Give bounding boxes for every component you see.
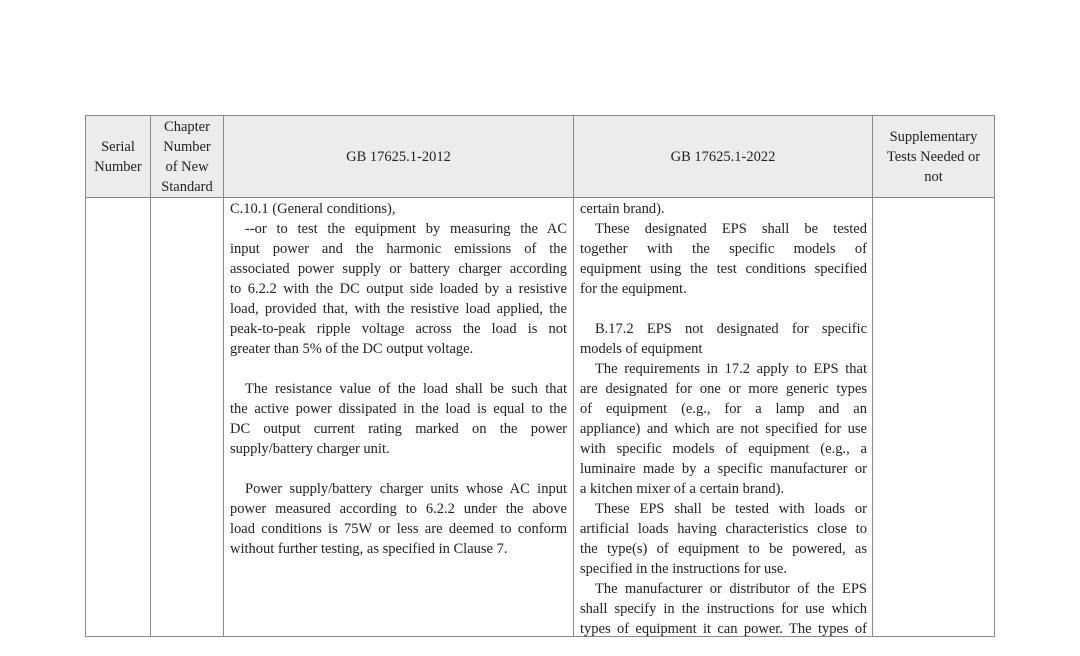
- text-line: DC output current rating marked on the power: [230, 421, 567, 437]
- text-line: luminaire made by a specific manufacturer or: [580, 461, 867, 477]
- text-line: power measured according to 6.2.2 under the above: [230, 501, 567, 517]
- text-line: with specific models of equipment (e.g., a: [580, 441, 867, 457]
- header-label: GB 17625.1-2022: [670, 148, 776, 165]
- text-line: to 6.2.2 with the DC output side loaded by a resistive: [230, 281, 567, 297]
- text-line: shall specify in the instructions for use which: [580, 601, 867, 617]
- text-line: together with the specific models of: [580, 241, 867, 257]
- text-line: greater than 5% of the DC output voltage.: [230, 341, 474, 357]
- text-line: B.17.2 EPS not designated for specific: [595, 321, 867, 337]
- text-line: load conditions is 75W or less are deemed to conform: [230, 521, 567, 537]
- header-label: Supplementary Tests Needed or not: [886, 128, 981, 185]
- text-line: input power and the harmonic emissions of the: [230, 241, 567, 257]
- text-line: supply/battery charger unit.: [230, 441, 390, 457]
- text-line: certain brand).: [580, 201, 665, 217]
- text-line: [230, 359, 567, 379]
- text-line: the type(s) of equipment to be powered, as: [580, 541, 867, 557]
- header-label: Chapter Number of New Standard: [161, 118, 213, 195]
- text-line: These EPS shall be tested with loads or: [595, 501, 867, 517]
- text-line: without further testing, as specified in Clause 7.: [230, 541, 508, 557]
- text-line: load, provided that, with the resistive load applied, the: [230, 301, 567, 317]
- cell-gb-2022-text: [580, 199, 867, 639]
- text-line: for the equipment.: [580, 281, 687, 297]
- text-line: equipment using the test conditions specified: [580, 261, 867, 277]
- text-line: peak-to-peak ripple voltage across the load is not: [230, 321, 567, 337]
- comparison-table: [85, 115, 995, 637]
- text-line: Power supply/battery charger units whose AC input: [245, 481, 567, 497]
- text-line: types of equipment it can power. The types of: [580, 621, 867, 637]
- text-line: specified in the instructions for use.: [580, 561, 787, 577]
- header-chapter-number: [151, 116, 223, 197]
- header-label: Serial Number: [94, 138, 142, 175]
- text-line: --or to test the equipment by measuring the AC: [245, 221, 567, 237]
- header-divider: [86, 197, 994, 198]
- text-line: appliance) and which are not specified for use: [580, 421, 867, 437]
- text-line: The resistance value of the load shall be such that: [245, 381, 567, 397]
- header-gb-2022: [574, 116, 872, 197]
- text-line: The requirements in 17.2 apply to EPS that: [595, 361, 867, 377]
- text-line: of equipment (e.g., for a lamp and an: [580, 401, 867, 417]
- header-serial-number: [86, 116, 150, 197]
- text-line: The manufacturer or distributor of the EPS: [595, 581, 867, 597]
- text-line: These designated EPS shall be tested: [595, 221, 867, 237]
- cell-gb-2012-text: [230, 199, 567, 559]
- text-line: artificial loads having characteristics close to: [580, 521, 867, 537]
- text-line: the active power dissipated in the load is equal to the: [230, 401, 567, 417]
- text-line: [230, 459, 567, 479]
- header-supplementary-tests: [873, 116, 994, 197]
- text-line: associated power supply or battery charger according: [230, 261, 567, 277]
- text-line: are designated for one or more generic types: [580, 381, 867, 397]
- text-line: C.10.1 (General conditions),: [230, 201, 396, 217]
- header-gb-2012: [224, 116, 573, 197]
- text-line: models of equipment: [580, 341, 703, 357]
- text-line: a kitchen mixer of a certain brand).: [580, 481, 785, 497]
- header-label: GB 17625.1-2012: [346, 148, 451, 165]
- text-line: [580, 299, 867, 319]
